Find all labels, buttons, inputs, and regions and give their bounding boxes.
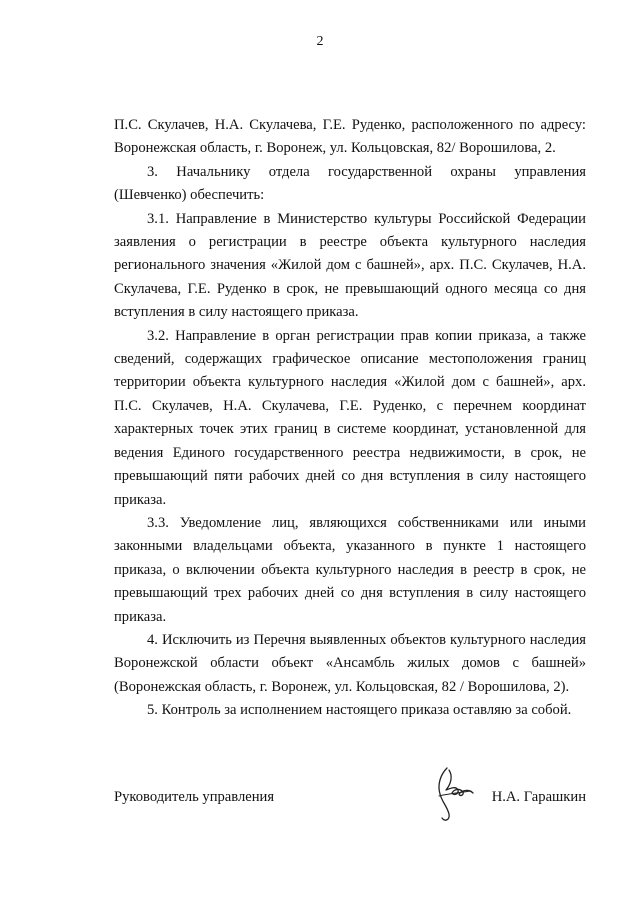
page-number: 2	[316, 34, 324, 49]
paragraph-item-3-1: 3.1. Направление в Министерство культуры Российской Федерации заявления о регистрации в реестре объекта культурного наследия регионального значения «Жилой дом с башней», арх. П.С. Скулачев, Н.А. Скулачева, Г.Е. Руденко в срок, не превышающий одного месяца со дня вступления в силу настоящего приказа.	[114, 210, 586, 321]
paragraph-item-3-2: 3.2. Направление в орган регистрации прав копии приказа, а также сведений, содержащих графическое описание местоположения границ территории объекта культурного наследия «Жилой дом с башней», арх. П.С. Скулачев, Н.А. Скулачева, Г.Е. Руденко, с перечнем координат характерных точек этих границ в системе координат, установленной для ведения Единого государственного реестра недвижимости, в срок, не превышающий пяти рабочих дней со дня вступления в силу настоящего приказа.	[114, 327, 586, 508]
signatory-title: Руководитель управления	[114, 789, 275, 805]
document-body	[114, 114, 586, 723]
signature-block	[114, 780, 586, 840]
paragraph-continuation: П.С. Скулачев, Н.А. Скулачева, Г.Е. Руденко, расположенного по адресу: Воронежская область, г. Воронеж, ул. Кольцовская, 82/ Ворошилова, 2.	[114, 117, 586, 157]
signatory-name: Н.А. Гарашкин	[491, 789, 586, 805]
paragraph-item-4: 4. Исключить из Перечня выявленных объектов культурного наследия Воронежской области объект «Ансамбль жилых домов с башней» (Воронежская область, г. Воронеж, ул. Кольцовская, 82 / Ворошилова, 2).	[114, 631, 586, 695]
paragraph-item-5: 5. Контроль за исполнением настоящего приказа оставляю за собой.	[147, 702, 572, 719]
handwritten-signature	[427, 760, 483, 824]
paragraph-item-3-3: 3.3. Уведомление лиц, являющихся собственниками или иными законными владельцами объекта, указанного в пункте 1 настоящего приказа, о включении объекта культурного наследия в реестр в срок, не превышающий трех рабочих дней со дня вступления в силу настоящего приказа.	[114, 514, 586, 625]
paragraph-item-3: 3. Начальнику отдела государственной охраны управления (Шевченко) обеспечить:	[114, 163, 586, 204]
